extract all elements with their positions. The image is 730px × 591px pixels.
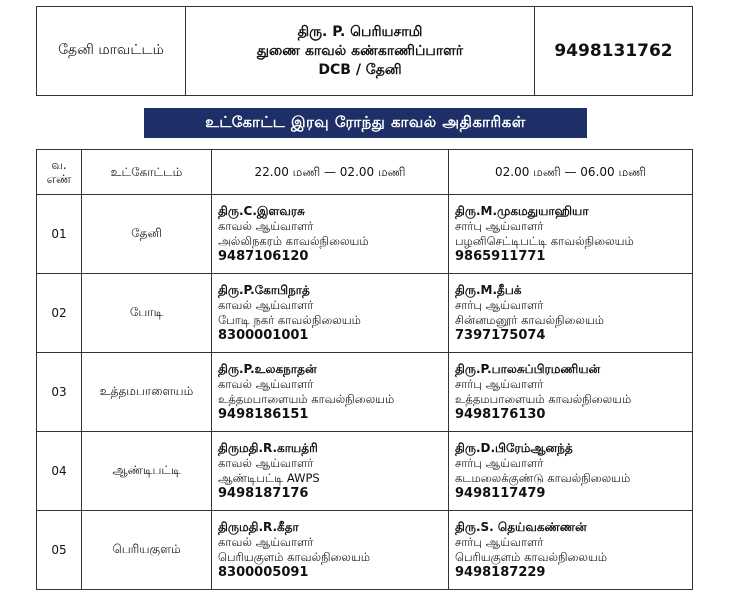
officer-phone: 9498117479 xyxy=(455,486,546,501)
officer-phone: 9498131762 xyxy=(554,41,673,61)
subdivision-name: தேனி xyxy=(82,195,212,274)
serial-number: 05 xyxy=(37,511,82,590)
subdivision-name: ஆண்டிபட்டி xyxy=(82,432,212,511)
officer-designation: காவல் ஆய்வாளர் xyxy=(218,456,314,470)
officer-station: போடி நகர் காவல்நிலையம் xyxy=(218,313,361,327)
officer-station: கடமலைக்குண்டு காவல்நிலையம் xyxy=(455,471,631,485)
shift1-officer-cell xyxy=(212,432,449,511)
officer-phone: 8300005091 xyxy=(218,565,309,580)
officer-name: திருமதி.R.காயத்ரி xyxy=(218,441,318,455)
serial-number: 04 xyxy=(37,432,82,511)
shift1-officer-cell xyxy=(212,353,449,432)
officer-station: ஆண்டிபட்டி AWPS xyxy=(218,471,320,485)
officer-station: உத்தமபாளையம் காவல்நிலையம் xyxy=(455,392,632,406)
shift1-officer-cell xyxy=(212,511,449,590)
officer-designation: காவல் ஆய்வாளர் xyxy=(218,535,314,549)
officer-phone: 9865911771 xyxy=(455,249,546,264)
officer-name: திரு.M.தீபக் xyxy=(455,283,522,297)
section-banner: உட்கோட்ட இரவு ரோந்து காவல் அதிகாரிகள் xyxy=(144,108,587,138)
officer-unit: DCB / தேனி xyxy=(318,61,402,78)
table-header-row xyxy=(37,150,693,195)
officer-phone: 9498186151 xyxy=(218,407,309,422)
officer-name: திரு.C.இளவரசு xyxy=(218,204,305,218)
serial-header-line1: வ. xyxy=(51,158,67,172)
table-row xyxy=(37,195,693,274)
header-row xyxy=(37,7,693,96)
officer-name: திரு.P.பாலசுப்பிரமணியன் xyxy=(455,362,601,376)
serial-header xyxy=(37,150,82,195)
shift2-officer-cell xyxy=(449,274,693,353)
officer-phone: 9498187229 xyxy=(455,565,546,580)
table-row xyxy=(37,274,693,353)
officer-designation: காவல் ஆய்வாளர் xyxy=(218,219,314,233)
shift1-header: 22.00 மணி — 02.00 மணி xyxy=(212,150,449,195)
officer-name: திரு.M.முகமதுயாஹியா xyxy=(455,204,589,218)
shift1-officer-cell xyxy=(212,195,449,274)
subdivision-header: உட்கோட்டம் xyxy=(82,150,212,195)
officer-name: திருமதி.R.கீதா xyxy=(218,520,299,534)
officer-station: அல்லிநகரம் காவல்நிலையம் xyxy=(218,234,369,248)
subdivision-name: பெரியகுளம் xyxy=(82,511,212,590)
officer-phone: 8300001001 xyxy=(218,328,309,343)
officer-station: பெரியகுளம் காவல்நிலையம் xyxy=(455,550,608,564)
officer-phone: 9498187176 xyxy=(218,486,309,501)
subdivision-name: போடி xyxy=(82,274,212,353)
officer-name: திரு.P.கோபிநாத் xyxy=(218,283,310,297)
shift2-officer-cell xyxy=(449,353,693,432)
patrol-table xyxy=(36,149,693,590)
shift2-officer-cell xyxy=(449,511,693,590)
officer-designation: காவல் ஆய்வாளர் xyxy=(218,377,314,391)
officer-phone: 9487106120 xyxy=(218,249,309,264)
subdivision-name: உத்தமபாளையம் xyxy=(82,353,212,432)
officer-station: சின்னமனூர் காவல்நிலையம் xyxy=(455,313,605,327)
district-cell xyxy=(37,7,186,96)
officer-designation: சார்பு ஆய்வாளர் xyxy=(455,535,544,549)
serial-number: 03 xyxy=(37,353,82,432)
shift2-officer-cell xyxy=(449,432,693,511)
officer-designation: காவல் ஆய்வாளர் xyxy=(218,298,314,312)
officer-phone: 7397175074 xyxy=(455,328,546,343)
officer-name: திரு.D.பிரேம்ஆனந்த் xyxy=(455,441,573,455)
header-table xyxy=(36,6,693,96)
officer-designation: சார்பு ஆய்வாளர் xyxy=(455,219,544,233)
officer-station: பெரியகுளம் காவல்நிலையம் xyxy=(218,550,371,564)
officer-designation: சார்பு ஆய்வாளர் xyxy=(455,298,544,312)
officer-station: உத்தமபாளையம் காவல்நிலையம் xyxy=(218,392,395,406)
officer-designation: சார்பு ஆய்வாளர் xyxy=(455,377,544,391)
shift1-officer-cell xyxy=(212,274,449,353)
officer-cell xyxy=(186,7,535,96)
shift2-officer-cell xyxy=(449,195,693,274)
table-row xyxy=(37,511,693,590)
officer-station: பழனிசெட்டிபட்டி காவல்நிலையம் xyxy=(455,234,634,248)
serial-number: 01 xyxy=(37,195,82,274)
officer-designation: சார்பு ஆய்வாளர் xyxy=(455,456,544,470)
officer-phone: 9498176130 xyxy=(455,407,546,422)
officer-name: திரு.S. தெய்வகண்ணன் xyxy=(455,520,587,534)
district-label: தேனி மாவட்டம் xyxy=(58,42,164,58)
phone-cell xyxy=(535,7,693,96)
table-row xyxy=(37,432,693,511)
officer-name: திரு. P. பெரியசாமி xyxy=(297,23,423,40)
officer-designation: துணை காவல் கண்காணிப்பாளர் xyxy=(256,42,464,59)
table-row xyxy=(37,353,693,432)
serial-number: 02 xyxy=(37,274,82,353)
serial-header-line2: எண் xyxy=(46,172,72,186)
officer-name: திரு.P.உலகநாதன் xyxy=(218,362,317,376)
shift2-header: 02.00 மணி — 06.00 மணி xyxy=(449,150,693,195)
